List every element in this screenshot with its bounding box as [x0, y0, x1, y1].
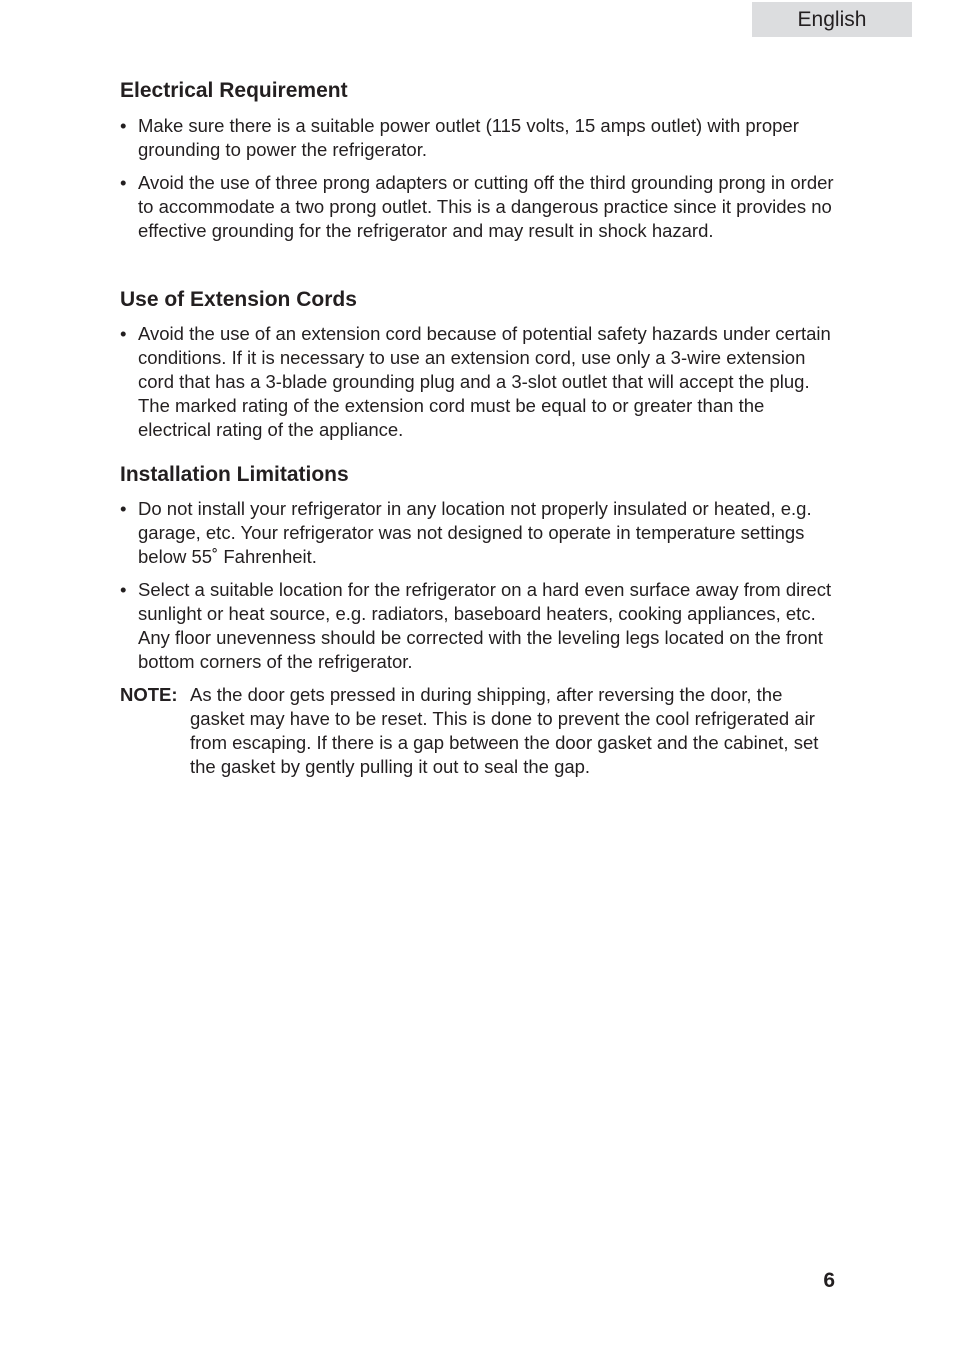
bullet-item [120, 578, 835, 674]
bullet-icon: • [120, 579, 127, 600]
bullet-text: Make sure there is a suitable power outlet (115 volts, 15 amps outlet) with proper grounding to power the refrigerator. [138, 115, 799, 160]
note-block [120, 683, 835, 779]
bullet-item [120, 171, 835, 243]
language-tab: English [752, 2, 912, 37]
bullet-item [120, 114, 835, 162]
bullet-item [120, 322, 835, 442]
section-heading-installation-limitations: Installation Limitations [120, 463, 349, 486]
bullet-text: Select a suitable location for the refrigerator on a hard even surface away from direct sunlight or heat source, e.g. radiators, baseboard heaters, cooking appliances, etc. Any floor unevenness should be corrected with the leveling legs located on the front bottom corners of the refrigerator. [138, 579, 832, 672]
section-heading-electrical-requirement: Electrical Requirement [120, 79, 348, 102]
bullet-text: Avoid the use of three prong adapters or cutting off the third grounding prong in order to accommodate a two prong outlet. This is a dangerous practice since it provides no effective grounding for the refrigerator and may result in shock hazard. [138, 172, 834, 241]
page-number: 6 [823, 1269, 835, 1292]
bullet-text: Do not install your refrigerator in any location not properly insulated or heated, e.g. garage, etc. Your refrigerator was not designed to operate in temperature settings below 55˚ Fahrenheit. [138, 498, 812, 567]
note-text: As the door gets pressed in during shipping, after reversing the door, the gasket may have to be reset. This is done to prevent the cool refrigerated air from escaping. If there is a gap between the door gasket and the cabinet, set the gasket by gently pulling it out to seal the gap. [190, 684, 819, 777]
bullet-item [120, 497, 835, 569]
bullet-icon: • [120, 172, 127, 193]
section-heading-extension-cords: Use of Extension Cords [120, 288, 357, 311]
bullet-icon: • [120, 115, 127, 136]
bullet-icon: • [120, 323, 127, 344]
bullet-text: Avoid the use of an extension cord because of potential safety hazards under certain conditions. If it is necessary to use an extension cord, use only a 3-wire extension cord that has a 3-blade grounding plug and a 3-slot outlet that will accept the plug. The marked rating of the extension cord must be equal to or greater than the electrical rating of the appliance. [138, 323, 831, 440]
bullet-icon: • [120, 498, 127, 519]
note-label: NOTE: [120, 684, 178, 705]
